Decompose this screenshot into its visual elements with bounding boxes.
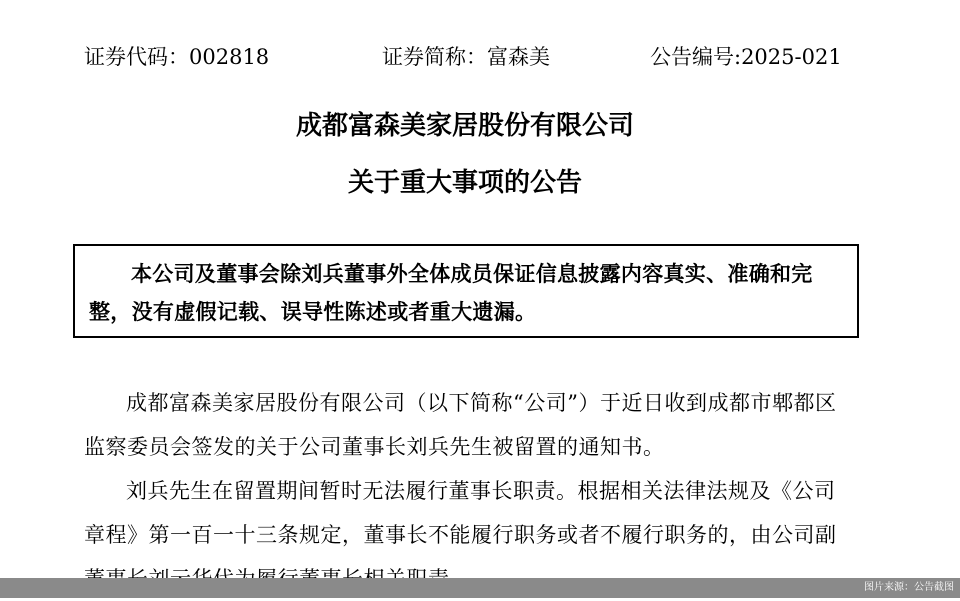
disclosure-guarantee-box [73,244,859,338]
body-paragraph: 成都富森美家居股份有限公司（以下简称“公司”）于近日收到成都市郫都区监察委员会签发的关于公司董事长刘兵先生被留置的通知书。 [84,391,837,459]
announcement-title: 关于重大事项的公告 [347,168,582,198]
announcement-header [84,42,844,72]
body-paragraph: 刘兵先生在留置期间暂时无法履行董事长职责。根据相关法律法规及《公司章程》第一百一十三条规定，董事长不能履行职务或者不履行职务的，由公司副 [84,479,837,547]
company-title: 成都富森美家居股份有限公司 [295,111,634,141]
stock-short-name: 证券简称：富森美 [382,45,550,69]
stock-code: 证券代码：002818 [84,45,270,69]
image-credit-bar [0,578,960,598]
image-credit: 图片来源：公告截图 [864,582,954,593]
announcement-number: 公告编号:2025-021 [650,45,842,69]
disclosure-guarantee-text: 本公司及董事会除刘兵董事外全体成员保证信息披露内容真实、准确和完整，没有虚假记载、误导性陈述或者重大遗漏。 [89,262,813,324]
